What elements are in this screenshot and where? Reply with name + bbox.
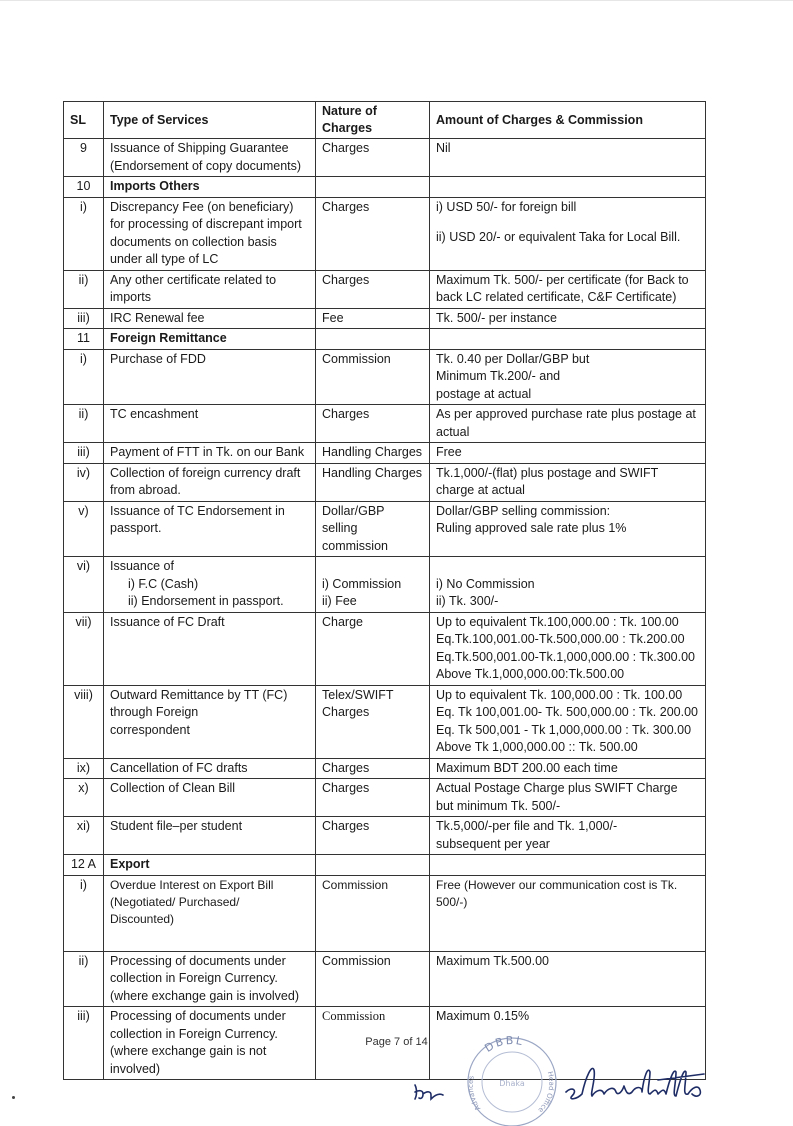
svg-text:DBBL [482, 1034, 525, 1055]
service-line: (where exchange gain is not involved) [110, 1044, 267, 1076]
row-sl: xi) [64, 817, 104, 855]
amount-line: Above Tk.1,000,000.00:Tk.500.00 [436, 667, 625, 681]
stamp-center-text: Dhaka [499, 1079, 525, 1088]
row-sl: ix) [64, 758, 104, 779]
row-amount: Tk.1,000/-(flat) plus postage and SWIFT charge at actual [430, 463, 706, 501]
row-nature: Charges [316, 779, 430, 817]
table-row [64, 557, 706, 613]
row-amount: Free (However our communication cost is Tk. 500/-) [430, 875, 706, 951]
table-row [64, 139, 706, 177]
row-nature: Dollar/GBP selling commission [316, 501, 430, 557]
table-row [64, 875, 706, 951]
scan-speck [12, 1096, 15, 1099]
service-line: correspondent [110, 722, 190, 737]
empty-cell [316, 855, 430, 876]
row-service [104, 557, 316, 613]
row-nature [316, 685, 430, 758]
row-amount: Free [430, 443, 706, 464]
service-line: through Foreign [110, 705, 199, 719]
bank-seal-stamp [452, 1030, 570, 1126]
table-row [64, 779, 706, 817]
row-nature: Charges [316, 197, 430, 270]
amount-line: Eq.Tk.100,001.00-Tk.500,000.00 : Tk.200.00 [436, 632, 685, 646]
stamp-top-text: DBBL [482, 1033, 526, 1055]
amount-line: Ruling approved sale rate plus 1% [436, 521, 627, 535]
row-service: TC encashment [104, 405, 316, 443]
amount-line: Eq. Tk 100,001.00- Tk. 500,000.00 : Tk. 200.00 [436, 705, 698, 719]
row-nature: Commission [316, 875, 430, 951]
row-sl: iii) [64, 308, 104, 329]
service-line: Discounted) [110, 911, 175, 926]
row-service [104, 875, 316, 951]
initials-signature [409, 1075, 449, 1105]
header-amount: Amount of Charges & Commission [430, 102, 706, 139]
amount-line: Above Tk 1,000,000.00 :: Tk. 500.00 [436, 740, 638, 754]
service-line: Issuance of [110, 559, 174, 573]
service-line: i) F.C (Cash) [128, 576, 199, 591]
row-amount: Maximum 0.15% [430, 1007, 706, 1080]
row-nature: Charge [316, 612, 430, 685]
row-service: Collection of Clean Bill [104, 779, 316, 817]
table-row [64, 405, 706, 443]
table-row [64, 308, 706, 329]
empty-cell [316, 329, 430, 350]
table-row [64, 817, 706, 855]
amount-line: subsequent per year [436, 836, 550, 851]
amount-line: Up to equivalent Tk. 100,000.00 : Tk. 100.00 [436, 687, 683, 702]
row-nature: Commission [316, 1007, 430, 1080]
section-sl: 12 A [64, 855, 104, 876]
table-row [64, 443, 706, 464]
row-sl: ii) [64, 951, 104, 1007]
amount-line: ii) USD 20/- or equivalent Taka for Local Bill. [436, 230, 681, 244]
row-nature: Charges [316, 817, 430, 855]
row-nature: Fee [316, 308, 430, 329]
stamp-right-text: Head Office [536, 1070, 556, 1115]
empty-cell [430, 177, 706, 198]
amount-line: Dollar/GBP selling commission: [436, 503, 611, 518]
row-service: Purchase of FDD [104, 349, 316, 405]
nature-line: i) Commission [322, 576, 402, 591]
stamp-left-text: Advances [466, 1075, 483, 1112]
row-service: IRC Renewal fee [104, 308, 316, 329]
row-service: Any other certificate related to imports [104, 270, 316, 308]
header-nature-of-charges: Nature of Charges [316, 102, 430, 139]
table-row [64, 463, 706, 501]
section-row [64, 329, 706, 350]
service-line: ii) Endorsement in passport. [128, 594, 284, 608]
section-sl: 11 [64, 329, 104, 350]
row-nature: Charges [316, 139, 430, 177]
row-sl: v) [64, 501, 104, 557]
empty-cell [430, 855, 706, 876]
top-edge-line [0, 0, 793, 1]
section-title: Foreign Remittance [104, 329, 316, 350]
table-row [64, 349, 706, 405]
row-nature [316, 557, 430, 613]
amount-line: Tk.5,000/-per file and Tk. 1,000/- [436, 819, 618, 833]
row-service: Issuance of FC Draft [104, 612, 316, 685]
amount-line: Eq. Tk 500,001 - Tk 1,000,000.00 : Tk. 300.00 [436, 722, 692, 737]
amount-line: i) USD 50/- for foreign bill [436, 199, 577, 214]
row-amount: Maximum Tk. 500/- per certificate (for Back to back LC related certificate, C&F Certificate) [430, 270, 706, 308]
row-amount [430, 612, 706, 685]
section-title: Imports Others [104, 177, 316, 198]
table-row [64, 951, 706, 1007]
row-service: Cancellation of FC drafts [104, 758, 316, 779]
header-type-of-services: Type of Services [104, 102, 316, 139]
charges-document [63, 101, 705, 1080]
nature-line: ii) Fee [322, 594, 357, 608]
row-nature: Commission [316, 951, 430, 1007]
row-nature: Charges [316, 405, 430, 443]
empty-cell [316, 177, 430, 198]
row-amount [430, 349, 706, 405]
row-amount [430, 501, 706, 557]
row-service [104, 685, 316, 758]
row-nature: Commission [316, 349, 430, 405]
amount-line: postage at actual [436, 386, 532, 401]
section-row [64, 177, 706, 198]
row-sl: ii) [64, 270, 104, 308]
row-amount: Tk. 500/- per instance [430, 308, 706, 329]
nature-line: Telex/SWIFT [322, 687, 394, 702]
table-row [64, 270, 706, 308]
service-line: Processing of documents under [110, 953, 286, 968]
row-nature: Charges [316, 758, 430, 779]
row-sl: ii) [64, 405, 104, 443]
amount-line: Tk. 0.40 per Dollar/GBP but [436, 351, 590, 366]
row-amount [430, 197, 706, 270]
row-amount: Maximum Tk.500.00 [430, 951, 706, 1007]
row-nature: Handling Charges [316, 443, 430, 464]
row-service: Payment of FTT in Tk. on our Bank [104, 443, 316, 464]
row-sl: iii) [64, 443, 104, 464]
service-line: Outward Remittance by TT (FC) [110, 687, 288, 702]
schedule-of-charges-table [63, 101, 706, 1080]
header-sl: SL [64, 102, 104, 139]
row-amount: Maximum BDT 200.00 each time [430, 758, 706, 779]
row-service: Student file–per student [104, 817, 316, 855]
table-header-row [64, 102, 706, 139]
amount-line: ii) Tk. 300/- [436, 594, 499, 608]
empty-cell [430, 329, 706, 350]
row-sl: vii) [64, 612, 104, 685]
row-sl: viii) [64, 685, 104, 758]
row-sl: i) [64, 349, 104, 405]
row-amount [430, 685, 706, 758]
table-row [64, 197, 706, 270]
row-sl: vi) [64, 557, 104, 613]
service-line: (where exchange gain is involved) [110, 988, 299, 1003]
page-number: Page 7 of 14 [365, 1036, 428, 1048]
row-service [104, 951, 316, 1007]
row-service: Discrepancy Fee (on beneficiary) for processing of discrepant import documents on collection basis under all type of LC [104, 197, 316, 270]
service-line: collection in Foreign Currency. [110, 1026, 278, 1041]
amount-line: Eq.Tk.500,001.00-Tk.1,000,000.00 : Tk.300.00 [436, 649, 695, 664]
row-amount [430, 557, 706, 613]
amount-line: Actual Postage Charge plus SWIFT Charge [436, 781, 678, 795]
service-line: collection in Foreign Currency. [110, 971, 278, 985]
service-line: Processing of documents under [110, 1009, 286, 1023]
nature-line: Charges [322, 705, 370, 719]
table-row [64, 501, 706, 557]
section-row [64, 855, 706, 876]
row-sl: iii) [64, 1007, 104, 1080]
row-service: Collection of foreign currency draft from abroad. [104, 463, 316, 501]
service-line: Overdue Interest on Export Bill [110, 877, 274, 892]
row-sl: iv) [64, 463, 104, 501]
row-sl: i) [64, 875, 104, 951]
row-amount [430, 779, 706, 817]
row-amount: Nil [430, 139, 706, 177]
row-amount: As per approved purchase rate plus postage at actual [430, 405, 706, 443]
row-sl: 9 [64, 139, 104, 177]
handwritten-signature [562, 1056, 708, 1106]
amount-line: i) No Commission [436, 576, 535, 591]
section-title: Export [104, 855, 316, 876]
table-row [64, 758, 706, 779]
row-service: Issuance of TC Endorsement in passport. [104, 501, 316, 557]
amount-line: Up to equivalent Tk.100,000.00 : Tk. 100.00 [436, 614, 679, 629]
amount-line: Minimum Tk.200/- and [436, 369, 561, 383]
table-row [64, 685, 706, 758]
row-amount [430, 817, 706, 855]
row-nature: Charges [316, 270, 430, 308]
amount-line: but minimum Tk. 500/- [436, 798, 561, 813]
row-service: Issuance of Shipping Guarantee (Endorsement of copy documents) [104, 139, 316, 177]
row-sl: i) [64, 197, 104, 270]
svg-text:Head Office [537, 1071, 556, 1114]
section-sl: 10 [64, 177, 104, 198]
service-line: (Negotiated/ Purchased/ [110, 894, 240, 909]
row-sl: x) [64, 779, 104, 817]
row-nature: Handling Charges [316, 463, 430, 501]
table-row [64, 612, 706, 685]
